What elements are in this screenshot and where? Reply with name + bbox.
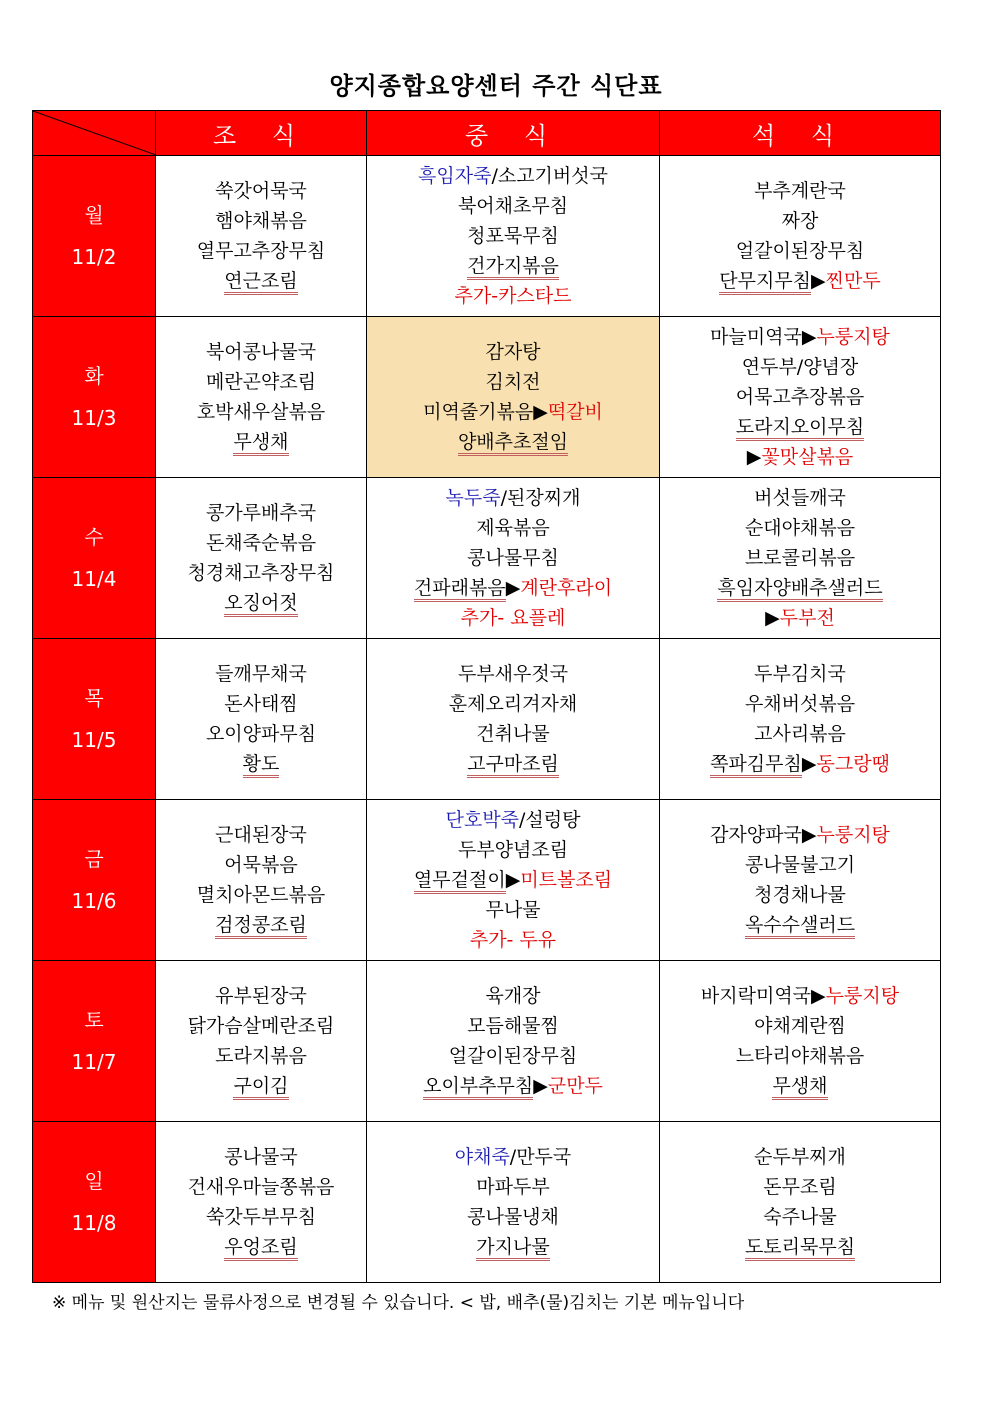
table-row xyxy=(33,639,941,800)
menu-item: 들깨무채국 xyxy=(215,663,307,685)
menu-item: 호박새우살볶음 xyxy=(196,401,326,423)
menu-item: 순대야채볶음 xyxy=(744,517,856,539)
day-label: 월 xyxy=(84,203,104,227)
menu-item: 훈제오리겨자채 xyxy=(448,693,578,715)
day-cell xyxy=(33,478,156,639)
menu-item: 순두부찌개 xyxy=(754,1146,846,1168)
menu-item: 마늘미역국 xyxy=(710,326,802,348)
breakfast-cell xyxy=(156,1122,367,1283)
menu-item: 짜장 xyxy=(781,210,819,232)
table-row xyxy=(33,156,941,317)
arrow-icon: ▶ xyxy=(801,824,817,846)
menu-item: 건새우마늘쫑볶음 xyxy=(187,1176,335,1198)
menu-item: 근대된장국 xyxy=(215,824,307,846)
lunch-header: 중 식 xyxy=(367,111,660,156)
table-row xyxy=(33,317,941,478)
menu-item: 돈무조림 xyxy=(763,1176,837,1198)
date-label: 11/3 xyxy=(71,406,117,430)
arrow-icon: ▶ xyxy=(505,869,521,891)
porridge-item: 흑임자죽 xyxy=(418,165,492,187)
dinner-cell xyxy=(660,639,941,800)
menu-item: 북어콩나물국 xyxy=(205,341,317,363)
breakfast-header: 조 식 xyxy=(156,111,367,156)
lunch-cell xyxy=(367,961,660,1122)
table-row xyxy=(33,478,941,639)
breakfast-cell xyxy=(156,478,367,639)
menu-item: 숙주나물 xyxy=(763,1206,837,1228)
footnote: ※ 메뉴 및 원산지는 물류사정으로 변경될 수 있습니다. < 밥, 배추(물)김치는 기본 메뉴입니다 xyxy=(52,1293,745,1313)
day-label: 토 xyxy=(84,1008,104,1032)
extra-item: 떡갈비 xyxy=(547,401,603,423)
menu-item: 옥수수샐러드 xyxy=(745,914,855,939)
dinner-cell xyxy=(660,156,941,317)
dinner-cell xyxy=(660,800,941,961)
menu-item: 북어채초무침 xyxy=(457,195,569,217)
menu-item: 연근조림 xyxy=(224,270,297,295)
menu-item: 고사리볶음 xyxy=(754,723,846,745)
day-cell xyxy=(33,961,156,1122)
breakfast-cell xyxy=(156,317,367,478)
day-label: 화 xyxy=(84,364,104,388)
date-label: 11/2 xyxy=(71,245,117,269)
extra-item: 꽃맛살볶음 xyxy=(761,446,854,468)
lunch-cell xyxy=(367,1122,660,1283)
menu-item: 고구마조림 xyxy=(467,753,559,778)
corner-diagonal-line xyxy=(33,111,156,155)
breakfast-cell xyxy=(156,961,367,1122)
menu-item: 멸치아몬드볶음 xyxy=(196,884,326,906)
menu-item: 유부된장국 xyxy=(215,985,307,1007)
menu-item: 무나물 xyxy=(485,899,541,921)
extra-item: 찐만두 xyxy=(825,270,881,292)
arrow-icon: ▶ xyxy=(533,1075,548,1097)
menu-item: 버섯들깨국 xyxy=(754,487,846,509)
dinner-cell xyxy=(660,1122,941,1283)
menu-item: 야채계란찜 xyxy=(754,1015,846,1037)
date-label: 11/8 xyxy=(71,1211,117,1235)
extra-item: 미트볼조림 xyxy=(520,869,613,891)
arrow-icon: ▶ xyxy=(533,401,548,423)
menu-item: 햄야채볶음 xyxy=(215,210,307,232)
menu-item: 두부양념조림 xyxy=(457,839,569,861)
menu-item: 모듬해물찜 xyxy=(467,1015,559,1037)
extra-item: 누룽지탕 xyxy=(816,326,890,348)
day-cell xyxy=(33,156,156,317)
menu-item: 콩나물불고기 xyxy=(744,854,856,876)
date-label: 11/4 xyxy=(71,567,117,591)
lunch-cell xyxy=(367,317,660,478)
menu-item: 양배추초절임 xyxy=(458,431,568,456)
lunch-cell xyxy=(367,639,660,800)
date-label: 11/5 xyxy=(71,728,117,752)
day-label: 목 xyxy=(84,686,104,710)
extra-item: 추가-카스타드 xyxy=(454,285,572,307)
day-cell xyxy=(33,1122,156,1283)
menu-item: 바지락미역국 xyxy=(700,985,812,1007)
menu-item: 두부새우젓국 xyxy=(457,663,569,685)
menu-item: 우채버섯볶음 xyxy=(744,693,856,715)
menu-item: 어묵고추장볶음 xyxy=(735,386,865,408)
menu-item: 건파래볶음 xyxy=(414,577,506,602)
date-label: 11/6 xyxy=(71,889,117,913)
menu-item: 콩나물무침 xyxy=(467,547,559,569)
dinner-cell xyxy=(660,961,941,1122)
menu-item: 얼갈이된장무침 xyxy=(448,1045,578,1067)
table-row xyxy=(33,961,941,1122)
porridge-item: 단호박죽 xyxy=(445,809,519,831)
extra-item: 누룽지탕 xyxy=(825,985,900,1007)
day-label: 일 xyxy=(84,1169,104,1193)
arrow-icon: ▶ xyxy=(811,985,826,1007)
menu-item: 도토리묵무침 xyxy=(745,1236,855,1261)
extra-item: 동그랑땡 xyxy=(816,753,890,775)
menu-item: 구이김 xyxy=(233,1075,288,1100)
day-cell xyxy=(33,317,156,478)
menu-item: 열무고추장무침 xyxy=(196,240,326,262)
dinner-cell xyxy=(660,478,941,639)
menu-item: 콩가루배추국 xyxy=(205,502,317,524)
arrow-icon: ▶ xyxy=(765,607,780,629)
menu-item: /소고기버섯국 xyxy=(491,165,608,187)
menu-item: 오이부추무침 xyxy=(423,1075,533,1100)
lunch-cell xyxy=(367,478,660,639)
weekly-menu-table xyxy=(32,110,941,1283)
breakfast-cell xyxy=(156,639,367,800)
menu-item: 건가지볶음 xyxy=(467,255,559,280)
menu-item: 황도 xyxy=(243,753,280,778)
menu-item: 청포묵무침 xyxy=(467,225,559,247)
extra-item: 군만두 xyxy=(547,1075,603,1097)
menu-item: 어묵볶음 xyxy=(224,854,298,876)
menu-item: 쑥갓두부무침 xyxy=(205,1206,317,1228)
page-title: 양지종합요양센터 주간 식단표 xyxy=(329,72,663,100)
menu-item: 콩나물국 xyxy=(224,1146,298,1168)
menu-item: 마파두부 xyxy=(476,1176,550,1198)
menu-item: 부추계란국 xyxy=(754,180,846,202)
menu-item: 청경채나물 xyxy=(754,884,846,906)
header-row xyxy=(33,111,941,156)
menu-item: 우엉조림 xyxy=(224,1236,297,1261)
menu-item: 흑임자양배추샐러드 xyxy=(717,577,882,602)
menu-item: 느타리야채볶음 xyxy=(735,1045,865,1067)
dinner-header: 석 식 xyxy=(660,111,941,156)
menu-item: 브로콜리볶음 xyxy=(744,547,856,569)
menu-item: 도라지볶음 xyxy=(215,1045,307,1067)
menu-item: 무생채 xyxy=(233,431,288,456)
table-row xyxy=(33,800,941,961)
menu-item: 검정콩조림 xyxy=(215,914,307,939)
menu-item: 열무겉절이 xyxy=(414,869,506,894)
arrow-icon: ▶ xyxy=(505,577,521,599)
arrow-icon: ▶ xyxy=(811,270,826,292)
menu-item: 감자양파국 xyxy=(710,824,802,846)
menu-item: 육개장 xyxy=(485,985,541,1007)
extra-item: 계란후라이 xyxy=(520,577,613,599)
extra-item: 두부전 xyxy=(779,607,835,629)
day-label: 금 xyxy=(84,847,104,871)
dinner-cell xyxy=(660,317,941,478)
menu-item: 두부김치국 xyxy=(754,663,846,685)
porridge-item: 야채죽 xyxy=(454,1146,510,1168)
menu-item: 돈사태찜 xyxy=(224,693,298,715)
arrow-icon: ▶ xyxy=(801,326,817,348)
menu-item: 얼갈이된장무침 xyxy=(735,240,865,262)
arrow-icon: ▶ xyxy=(801,753,817,775)
date-label: 11/7 xyxy=(71,1050,117,1074)
menu-item: 쪽파김무침 xyxy=(710,753,802,778)
menu-item: 감자탕 xyxy=(485,341,541,363)
menu-item: 오징어젓 xyxy=(224,592,297,617)
day-cell xyxy=(33,800,156,961)
menu-item: 닭가슴살메란조림 xyxy=(187,1015,335,1037)
day-cell xyxy=(33,639,156,800)
table-row xyxy=(33,1122,941,1283)
menu-item: /설렁탕 xyxy=(518,809,581,831)
extra-item: 추가- 요플레 xyxy=(460,607,566,629)
menu-item: 청경채고추장무침 xyxy=(187,562,335,584)
menu-item: /된장찌개 xyxy=(500,487,581,509)
menu-item: 김치전 xyxy=(485,371,541,393)
menu-item: 단무지무침 xyxy=(719,270,811,295)
menu-item: 제육볶음 xyxy=(476,517,550,539)
menu-item: 연두부/양념장 xyxy=(741,356,859,378)
arrow-icon: ▶ xyxy=(746,446,762,468)
menu-item: 콩나물냉채 xyxy=(467,1206,559,1228)
extra-item: 누룽지탕 xyxy=(816,824,890,846)
menu-item: 미역줄기볶음 xyxy=(423,401,534,423)
menu-item: 오이양파무침 xyxy=(205,723,317,745)
breakfast-cell xyxy=(156,800,367,961)
corner-cell xyxy=(33,111,156,156)
lunch-cell xyxy=(367,156,660,317)
menu-item: 무생채 xyxy=(772,1075,827,1100)
menu-item: 메란곤약조림 xyxy=(205,371,317,393)
menu-item: 쑥갓어묵국 xyxy=(215,180,307,202)
menu-item: 도라지오이무침 xyxy=(736,416,864,441)
lunch-cell xyxy=(367,800,660,961)
extra-item: 추가- 두유 xyxy=(469,929,557,951)
menu-item: /만두국 xyxy=(509,1146,572,1168)
breakfast-cell xyxy=(156,156,367,317)
menu-item: 돈채죽순볶음 xyxy=(205,532,317,554)
day-label: 수 xyxy=(84,525,104,549)
porridge-item: 녹두죽 xyxy=(445,487,501,509)
menu-item: 가지나물 xyxy=(476,1236,549,1261)
menu-item: 건취나물 xyxy=(476,723,550,745)
